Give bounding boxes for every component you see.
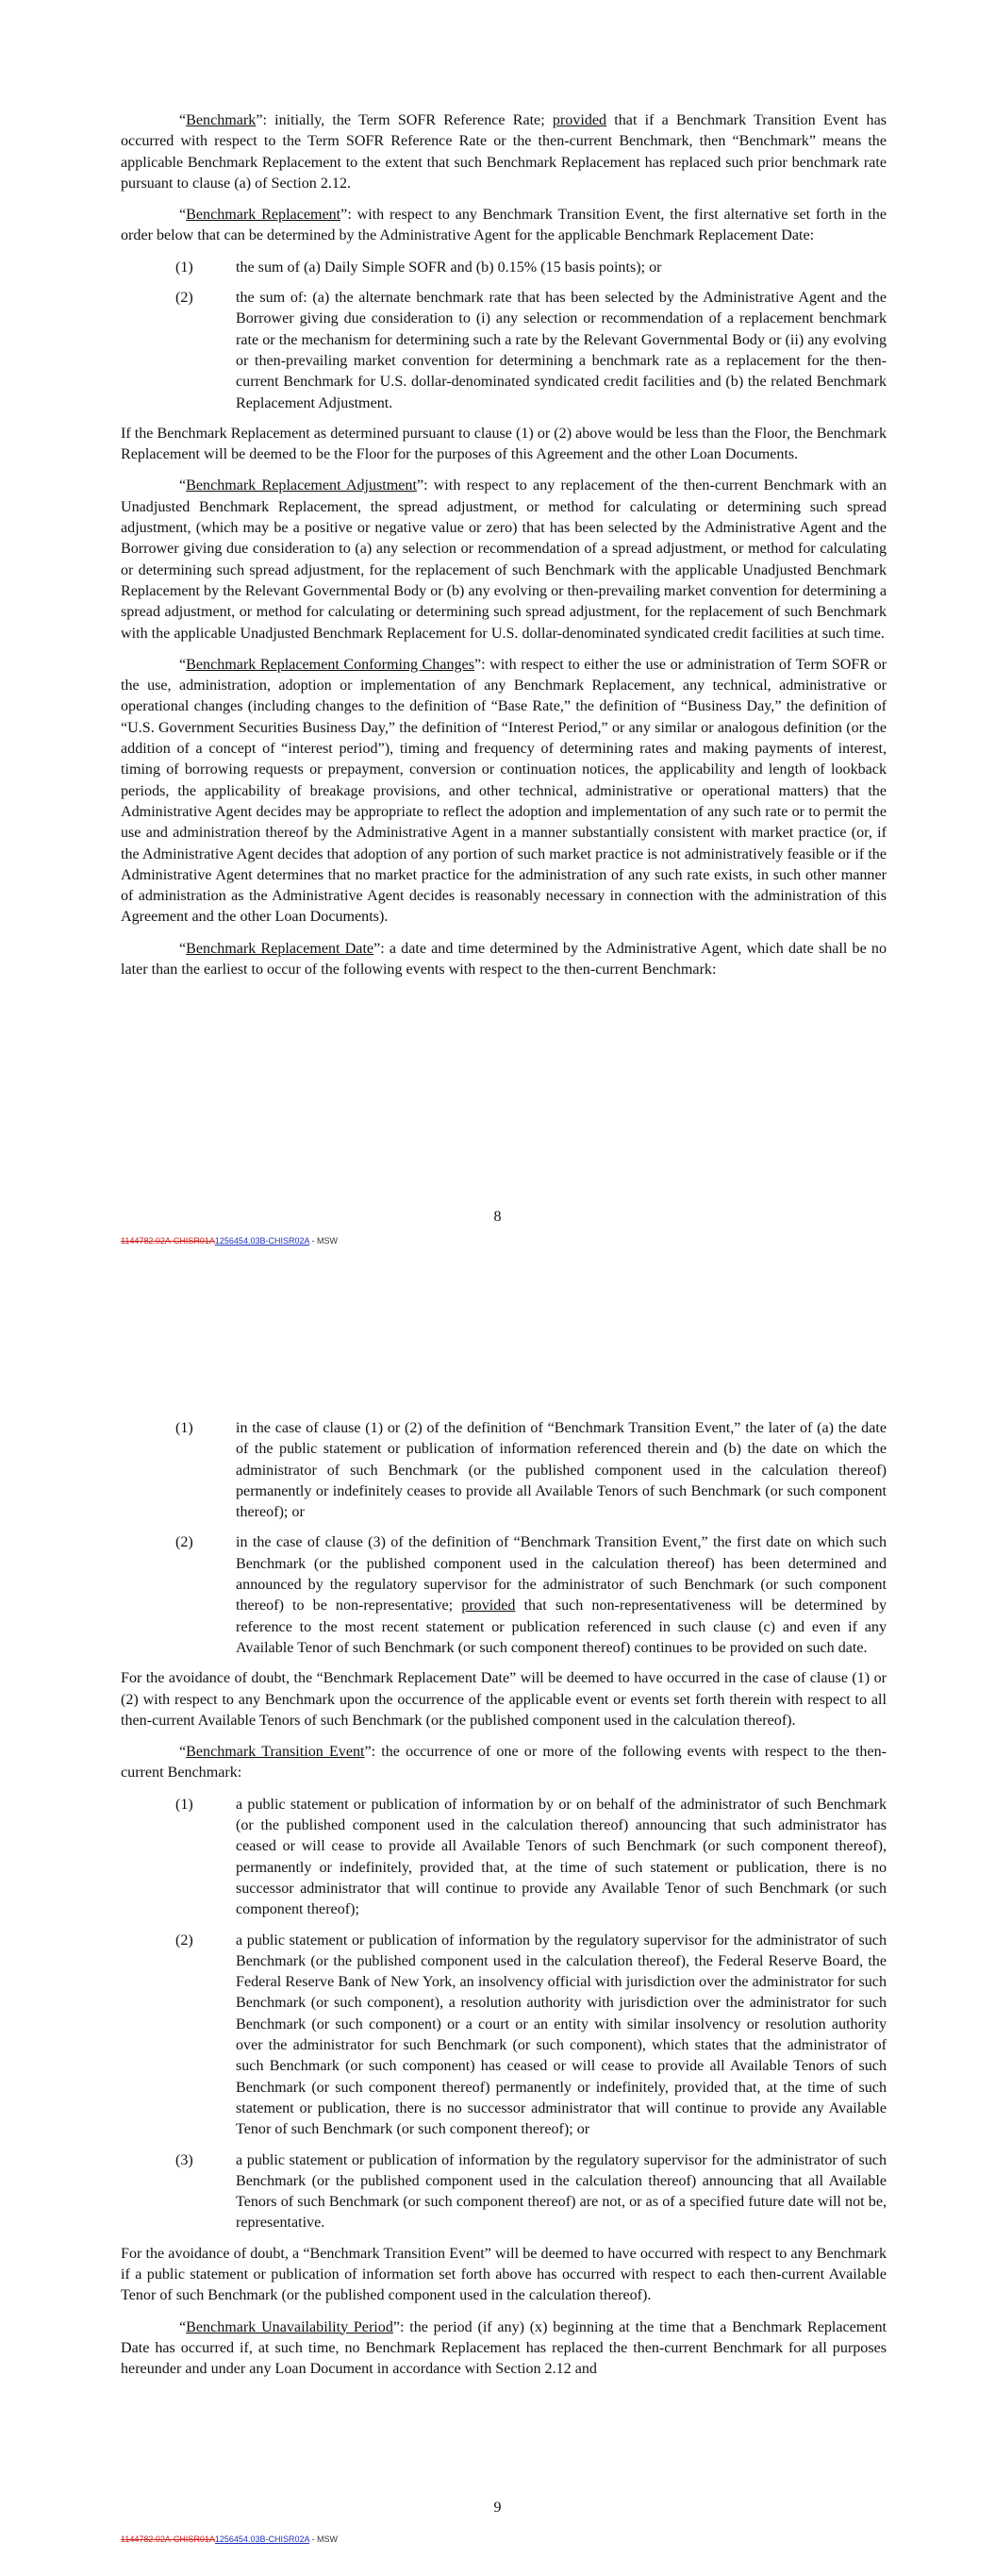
list-item: (3) a public statement or publication of information by the regulatory supervisor for the administrator of such Benchmark (or the published component used in the calculation thereof) announcing that all Available Tenors of such Benchmark (or such component thereof) are not, or as of a specified future date will not be, representative. [175,2151,887,2232]
term-benchmark: Benchmark [186,112,257,128]
list-item: (1) in the case of clause (1) or (2) of the definition of “Benchmark Transition Event,” the later of (a) the date of the public statement or publication of information referenced therein and (b) the date on which the administrator of such Benchmark (or the published component used in the calculation thereof) permanently or indefinitely ceases to provide all Available Tenors of such Benchmark (or such component thereof); or [175,1420,887,1521]
list-item: (1) a public statement or publication of information by or on behalf of the administrator of such Benchmark (or the published component used in the calculation thereof) announcing that such administrator has ceased or will cease to provide all Available Tenors of such Benchmark (or such component thereof), permanently or indefinitely, provided that, at the time of such statement or publication, there is no successor administrator that will continue to provide any Available Tenor of such Benchmark (or such component thereof); [175,1796,887,1918]
provided-link: provided [461,1597,516,1614]
def-benchmark-unavailability-period: “Benchmark Unavailability Period”: the period (if any) (x) beginning at the time that a Benchmark Replacement Date has occurred if, at such time, no Benchmark Replacement has replaced the then-current Benchmark for all purposes hereunder and under any Loan Document in accordance with Section 2.12 and [121,2318,887,2378]
def-benchmark-replacement: “Benchmark Replacement”: with respect to any Benchmark Transition Event, the first alternative set forth in the order below that can be determined by the Administrative Agent for the applicable Benchmark Replacement Date: [121,207,887,244]
list-item: (2) the sum of: (a) the alternate benchmark rate that has been selected by the Administrative Agent and the Borrower giving due consideration to (i) any selection or recommendation of a replacement benchmark rate or the mechanism for determining such a rate by the Relevant Governmental Body or (ii) any evolving or then-prevailing market convention for determining a benchmark rate as a replacement for the then-current Benchmark for U.S. dollar-denominated syndicated credit facilities and (b) the related Benchmark Replacement Adjustment. [175,290,887,411]
term-adjustment: Benchmark Replacement Adjustment [186,477,417,494]
page-number: 8 [493,1209,502,1225]
list-item: (2) in the case of clause (3) of the definition of “Benchmark Transition Event,” the first date on which such Benchmark (or the published component used in the calculation thereof) has been determined and announced by the regulatory supervisor for the administrator of such Benchmark (or such component thereof) to be non-representative; provided that such non-representativeness will be determined by reference to the most recent statement or publication referenced in such clause (c) and even if any Available Tenor of such Benchmark (or such component thereof) continues to be provided on such date. [175,1534,887,1656]
footer-inserted-id: 1256454.03B-CHISR02A [214,2534,309,2544]
doc-footer: 1144782.02A-CHISR01A1256454.03B-CHISR02A - MSW [121,1236,338,1246]
def-benchmark: “Benchmark”: initially, the Term SOFR Reference Rate; provided that if a Benchmark Transition Event has occurred with respect to the Term SOFR Reference Rate or the then-current Benchmark, then “Benchmark” means the applicable Benchmark Replacement to the extent that such Benchmark Replacement has replaced such prior benchmark rate pursuant to clause (a) of Section 2.12. [121,112,887,192]
def-benchmark-replacement-conforming-changes: “Benchmark Replacement Conforming Changes”: with respect to either the use or administration of Term SOFR or the use, administration, adoption or implementation of any Benchmark Replacement, any technical, administrative or operational changes (including changes to the definition of “Base Rate,” the definition of “Business Day,” the definition of “U.S. Government Securities Business Day,” the definition of “Interest Period,” or any similar or analogous definition (or the addition of a concept of “interest period”), timing and frequency of determining rates and making payments of interest, timing of borrowing requests or prepayment, conversion or continuation notices, the applicability and length of lookback periods, the applicability of breakage provisions, and other technical, administrative or operational matters) that the Administrative Agent decides may be appropriate to reflect the adoption and implementation of any such rate or to permit the use and administration thereof by the Administrative Agent in a manner substantially consistent with market practice (or, if the Administrative Agent decides that adoption of any portion of such market practice is not administratively feasible or if the Administrative Agent determines that no market practice for the administration of any such rate exists, in such other manner of administration as the Administrative Agent decides is reasonably necessary in connection with the administration of this Agreement and the other Loan Documents). [121,656,887,926]
term-unavailability-period: Benchmark Unavailability Period [186,2318,393,2335]
footer-deleted-id: 1144782.02A-CHISR01A [121,1236,215,1246]
term-transition-event: Benchmark Transition Event [186,1744,365,1761]
doc-footer: 1144782.02A-CHISR01A1256454.03B-CHISR02A - MSW [121,2534,338,2544]
avoidance-paragraph-1: For the avoidance of doubt, the “Benchmark Replacement Date” will be deemed to have occurred in the case of clause (1) or (2) with respect to any Benchmark upon the occurrence of the applicable event or events set forth therein with respect to all then-current Available Tenors of such Benchmark (or the published component used in the calculation thereof). [121,1670,887,1729]
term-replacement-date: Benchmark Replacement Date [186,940,374,957]
page-9 [0,1288,995,2576]
page-number: 9 [493,2500,502,2516]
def-benchmark-transition-event: “Benchmark Transition Event”: the occurrence of one or more of the following events with respect to the then-current Benchmark: [121,1744,887,1781]
def-benchmark-replacement-adjustment: “Benchmark Replacement Adjustment”: with respect to any replacement of the then-current Benchmark with an Unadjusted Benchmark Replacement, the spread adjustment, or method for calculating or determining such spread adjustment, (which may be a positive or negative value or zero) that has been selected by the Administrative Agent and the Borrower giving due consideration to (a) any selection or recommendation of a spread adjustment, or method for calculating or determining such spread adjustment, for the replacement of such Benchmark with the applicable Unadjusted Benchmark Replacement by the Relevant Governmental Body or (b) any evolving or then-prevailing market convention for determining a spread adjustment, or method for calculating or determining such spread adjustment, for the replacement of such Benchmark with the applicable Unadjusted Benchmark Replacement for U.S. dollar-denominated syndicated credit facilities at such time. [121,477,887,642]
provided-link: provided [552,112,607,128]
term-conforming-changes: Benchmark Replacement Conforming Changes [186,656,474,673]
term-benchmark-replacement: Benchmark Replacement [186,207,341,224]
avoidance-paragraph-2: For the avoidance of doubt, a “Benchmark Transition Event” will be deemed to have occurred with respect to any Benchmark if a public statement or publication of information set forth above has occurred with respect to each then-current Available Tenor of such Benchmark (or the published component used in the calculation thereof). [121,2245,887,2304]
list-item: (1) the sum of (a) Daily Simple SOFR and (b) 0.15% (15 basis points); or [175,259,662,276]
footer-inserted-id: 1256454.03B-CHISR02A [214,1236,309,1246]
footer-deleted-id: 1144782.02A-CHISR01A [121,2534,215,2544]
def-benchmark-replacement-date: “Benchmark Replacement Date”: a date and time determined by the Administrative Agent, which date shall be no later than the earliest to occur of the following events with respect to the then-current Benchmark: [121,940,887,978]
list-item: (2) a public statement or publication of information by the regulatory supervisor for the administrator of such Benchmark (or the published component used in the calculation thereof), the Federal Reserve Board, the Federal Reserve Bank of New York, an insolvency official with jurisdiction over the administrator for such Benchmark (or such component), a resolution authority with jurisdiction over the administrator for such Benchmark (or such component) or a court or an entity with similar insolvency or resolution authority over the administrator for such Benchmark (or such component), which states that the administrator of such Benchmark (or such component) has ceased or will cease to provide all Available Tenors of such Benchmark (or such component thereof) permanently or indefinitely, provided that, at the time of such statement or publication, there is no successor administrator that will continue to provide any Available Tenor of such Benchmark (or such component thereof); or [175,1932,887,2138]
floor-paragraph: If the Benchmark Replacement as determined pursuant to clause (1) or (2) above would be less than the Floor, the Benchmark Replacement will be deemed to be the Floor for the purposes of this Agreement and the other Loan Documents. [121,425,887,463]
